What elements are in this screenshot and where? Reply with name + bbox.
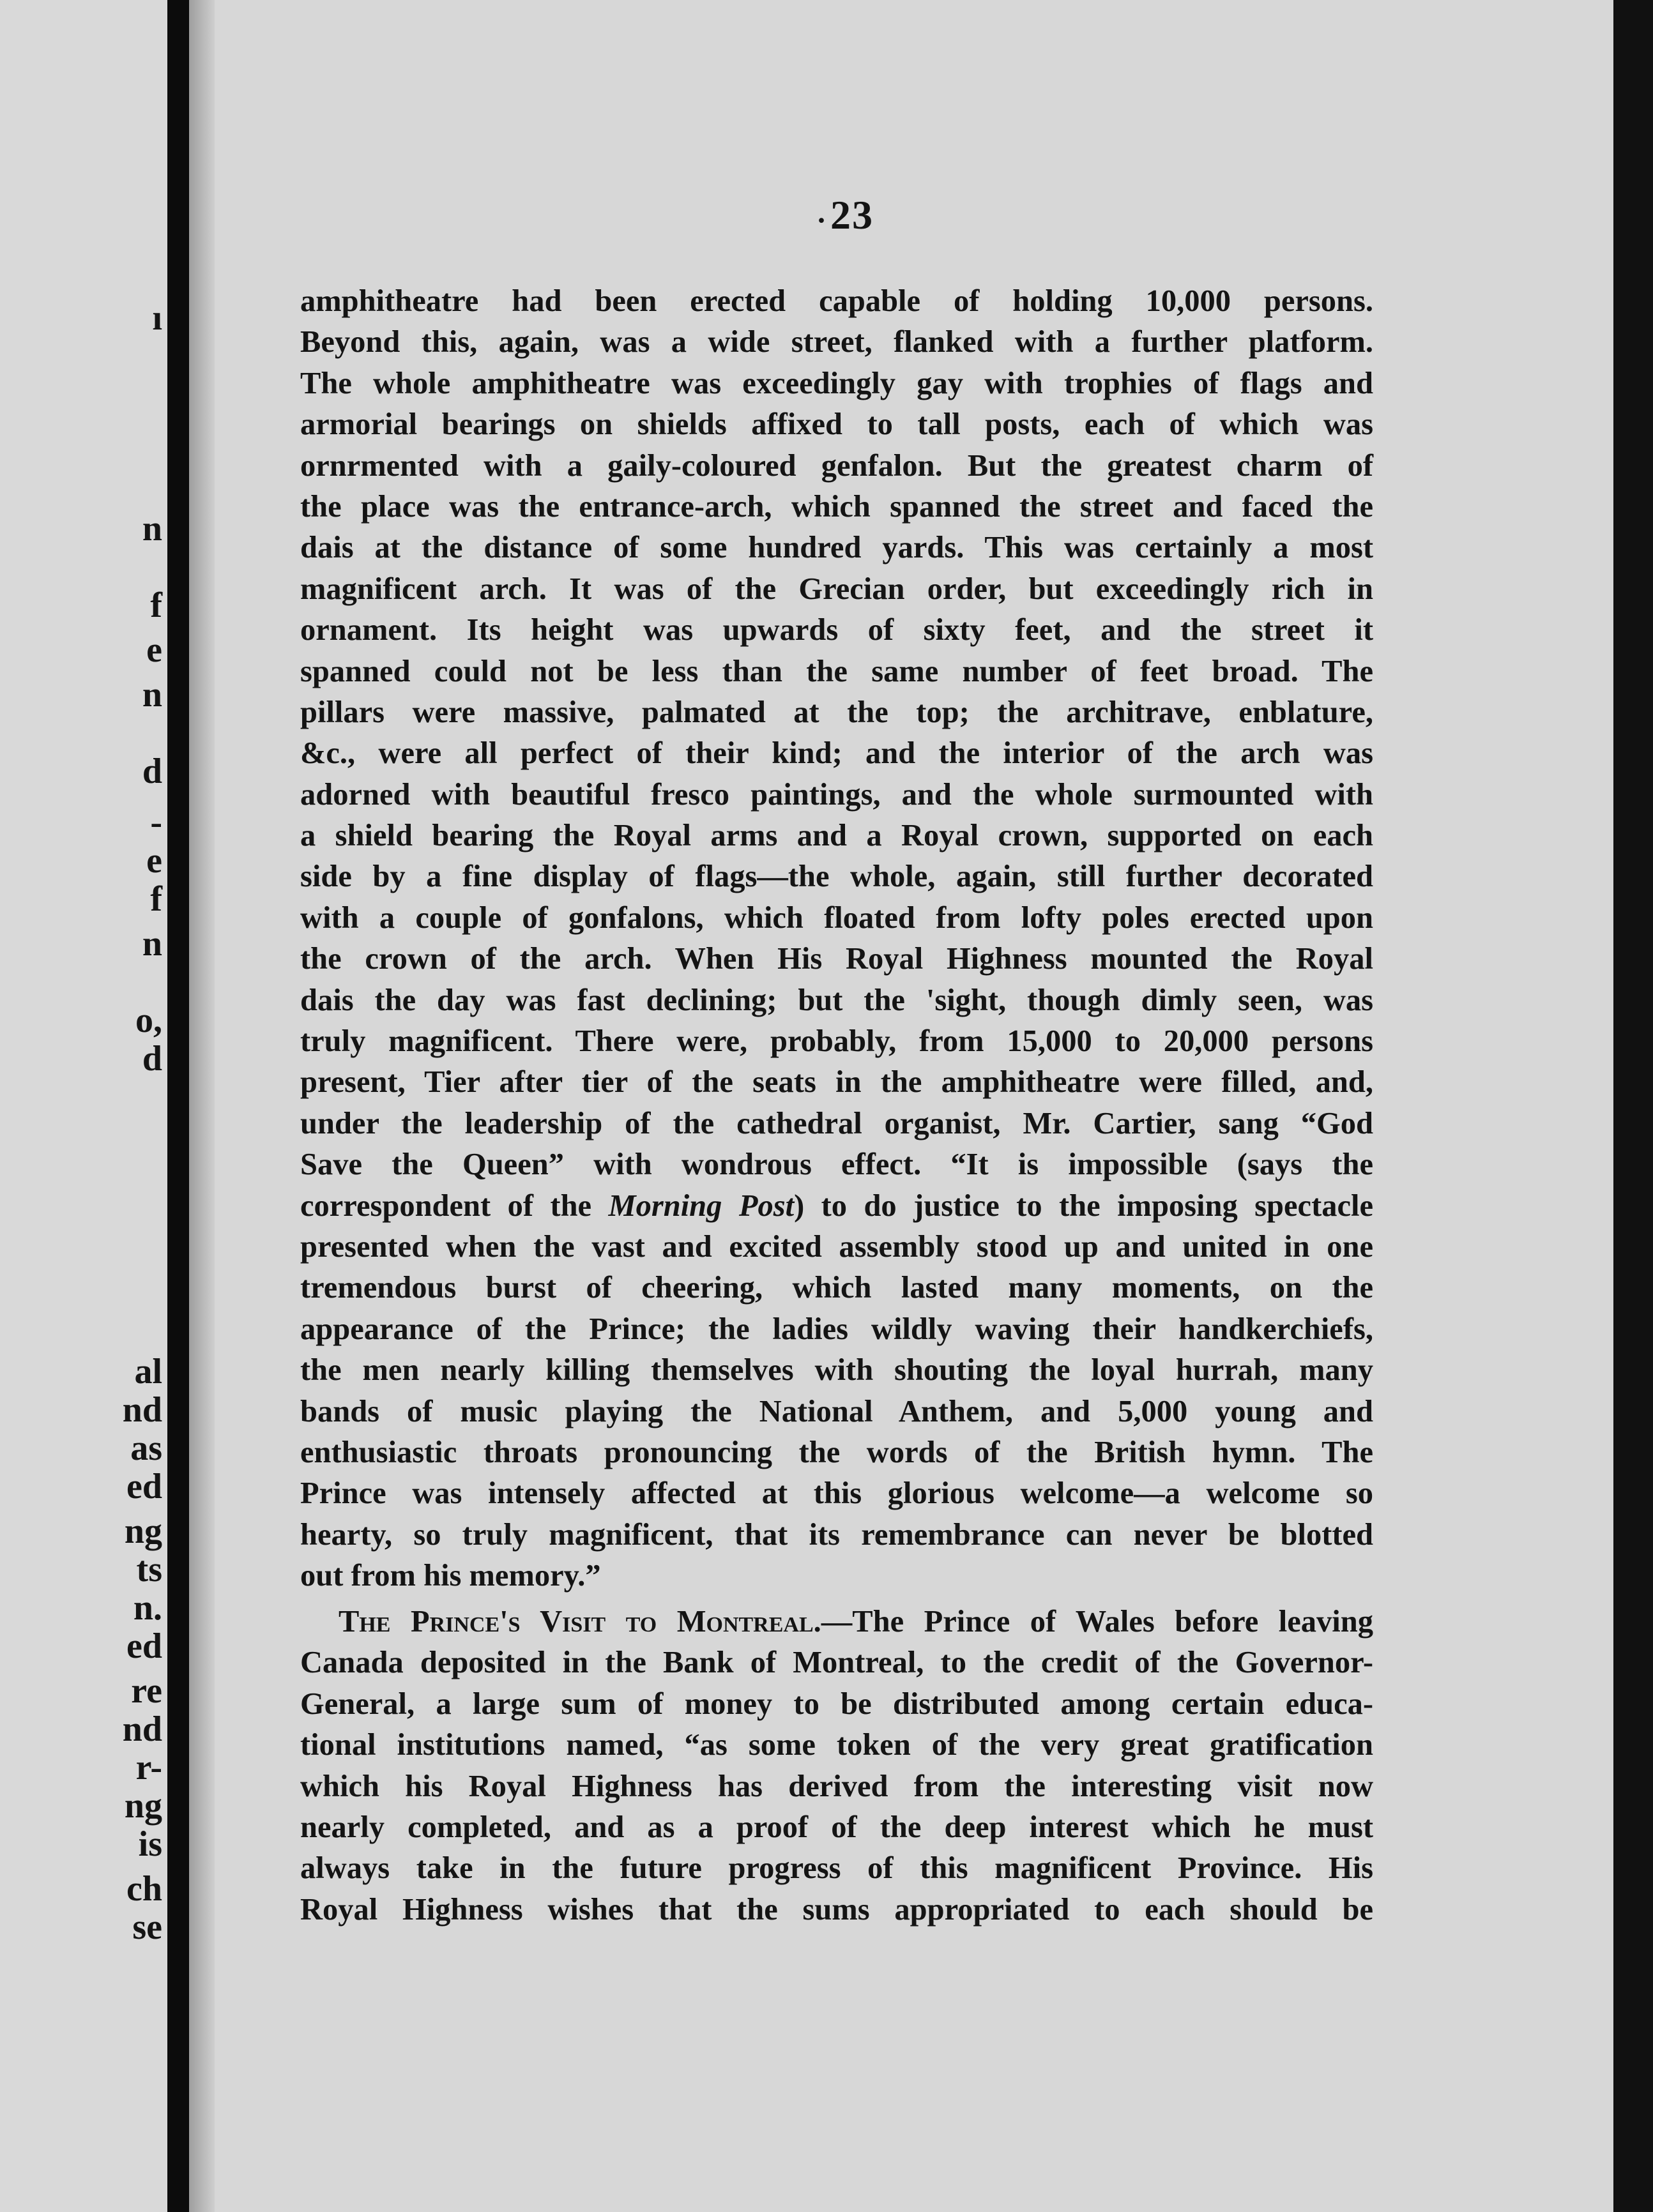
text-line: magnificent arch. It was of the Grecian order, but exceedingly rich in (300, 572, 1373, 606)
text-line: adorned with beautiful fresco paintings, and the whole surmounted with (300, 777, 1373, 812)
left-page-fragment: n (142, 509, 162, 549)
left-page-fragment: r- (135, 1748, 162, 1787)
text-line: a shield bearing the Royal arms and a Royal crown, supported on each (300, 819, 1373, 853)
text-line: pillars were massive, palmated at the top; the architrave, enblature, (300, 695, 1373, 729)
left-page-fragment: re (131, 1671, 162, 1711)
left-page-fragment: d (142, 752, 162, 791)
text-line: dais the day was fast declining; but the 'sight, though dimly seen, was (300, 983, 1373, 1017)
paragraph-first-line (300, 1602, 1373, 1642)
left-page-fragment: ch (126, 1869, 162, 1909)
left-page-fragment: ed (126, 1626, 162, 1666)
text-line: out from his memory.” (300, 1559, 601, 1593)
text-line: armorial bearings on shields affixed to tall posts, each of which was (300, 407, 1373, 442)
scan-border (1613, 0, 1653, 2212)
section-heading: The Prince's Visit to Montreal. (339, 1605, 821, 1639)
text-line: General, a large sum of money to be distributed among certain educa- (300, 1686, 1373, 1721)
text-line: the place was the entrance-arch, which spanned the street and faced the (300, 489, 1373, 524)
text-line: the crown of the arch. When His Royal Highness mounted the Royal (300, 942, 1373, 976)
text-line: Royal Highness wishes that the sums appropriated to each should be (300, 1892, 1373, 1927)
left-page-fragment: - (150, 803, 162, 842)
first-line-rest: —The Prince of Wales before leaving (821, 1605, 1373, 1639)
gutter-shadow (189, 0, 215, 2212)
text-line: ornrmented with a gaily-coloured genfalon. But the greatest charm of (300, 448, 1373, 483)
previous-page-text-fragments (0, 0, 172, 2212)
text-line: with a couple of gonfalons, which floated from lofty poles erected upon (300, 900, 1373, 935)
text-line: The whole amphitheatre was exceedingly gay with trophies of flags and (300, 366, 1373, 400)
left-page-fragment: ed (126, 1467, 162, 1506)
text-line: truly magnificent. There were, probably, from 15,000 to 20,000 persons (300, 1024, 1373, 1059)
left-page-fragment: d (142, 1039, 162, 1079)
left-page-fragment: al (134, 1352, 162, 1391)
text-line: the men nearly killing themselves with shouting the loyal hurrah, many (300, 1353, 1373, 1388)
text-line: Save the Queen” with wondrous effect. “It is impossible (says the (300, 1148, 1373, 1182)
page-number-dot: · (816, 204, 827, 238)
left-page-fragment: e (146, 630, 162, 670)
text-line: &c., were all perfect of their kind; and the interior of the arch was (300, 736, 1373, 771)
text-line: spanned could not be less than the same number of feet broad. The (300, 654, 1373, 688)
paragraph-prince-visit-montreal (300, 1602, 1373, 1930)
left-page-fragment: o, (135, 1001, 162, 1040)
text-line: presented when the vast and excited assembly stood up and united in one (300, 1229, 1373, 1264)
text-line: under the leadership of the cathedral organist, Mr. Cartier, sang “God (300, 1106, 1373, 1140)
left-page-fragment: n. (133, 1588, 162, 1628)
text-line: dais at the distance of some hundred yards. This was certainly a most (300, 531, 1373, 565)
text-line: correspondent of the Morning Post) to do justice to the imposing spectacle (300, 1188, 1373, 1223)
left-page-fragment: as (130, 1428, 162, 1468)
text-line: hearty, so truly magnificent, that its remembrance can never be blotted (300, 1517, 1373, 1552)
text-line: tional institutions named, “as some token of the very great gratification (300, 1728, 1373, 1762)
left-page-fragment: nd (122, 1390, 162, 1430)
left-page-fragment: f (150, 586, 162, 625)
left-page-fragment: is (138, 1824, 162, 1864)
left-page-fragment: ng (124, 1511, 162, 1551)
text-line: present, Tier after tier of the seats in the amphitheatre were filled, and, (300, 1065, 1373, 1100)
text-line: side by a fine display of flags—the whole, again, still further decorated (300, 860, 1373, 894)
left-page-fragment: nd (122, 1709, 162, 1749)
page-number: 23 (830, 192, 874, 238)
text-line: appearance of the Prince; the ladies wildly waving their handkerchiefs, (300, 1312, 1373, 1346)
text-line: ornament. Its height was upwards of sixty feet, and the street it (300, 613, 1373, 648)
left-page-fragment: n (142, 675, 162, 715)
text-line: Beyond this, again, was a wide street, flanked with a further platform. (300, 325, 1373, 360)
left-page-fragment: ı (152, 298, 162, 338)
text-line: Prince was intensely affected at this glorious welcome—a welcome so (300, 1476, 1373, 1511)
binding-gutter (167, 0, 189, 2212)
text-line: always take in the future progress of this magnificent Province. His (300, 1851, 1373, 1886)
left-page-fragment: e (146, 841, 162, 881)
text-line: bands of music playing the National Anthem, and 5,000 young and (300, 1394, 1373, 1428)
text-line: enthusiastic throats pronouncing the words of the British hymn. The (300, 1435, 1373, 1469)
left-page-fragment: ng (124, 1786, 162, 1826)
previous-page-edge (0, 0, 172, 2212)
left-page-fragment: se (132, 1907, 162, 1947)
left-page-fragment: ts (136, 1550, 162, 1589)
left-page-fragment: f (150, 879, 162, 919)
text-line: tremendous burst of cheering, which lasted many moments, on the (300, 1271, 1373, 1305)
text-line: nearly completed, and as a proof of the deep interest which he must (300, 1810, 1373, 1844)
text-line: Canada deposited in the Bank of Montreal, to the credit of the Governor- (300, 1646, 1373, 1680)
text-line: amphitheatre had been erected capable of holding 10,000 persons. (300, 284, 1373, 318)
left-page-fragment: n (142, 924, 162, 964)
paragraph-amphitheatre (300, 281, 1373, 1597)
text-line: which his Royal Highness has derived from the interesting visit now (300, 1769, 1373, 1803)
